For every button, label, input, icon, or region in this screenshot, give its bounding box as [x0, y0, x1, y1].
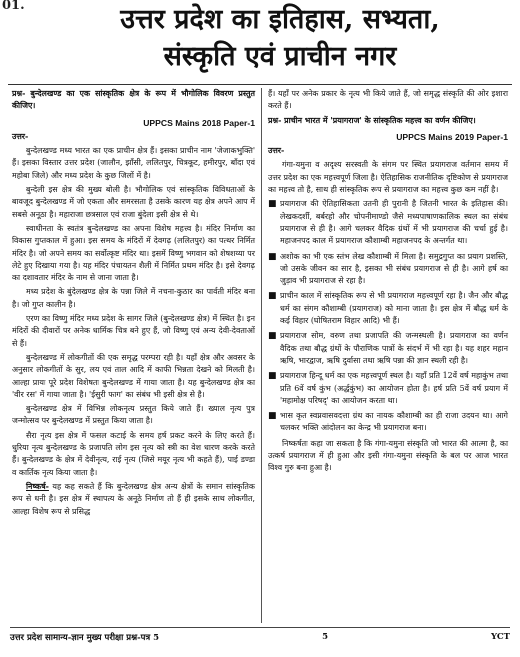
- page-title-line-1: उत्तर प्रदेश का इतिहास, सभ्यता,: [120, 4, 440, 35]
- carry-over-text: हैं। यहाँ पर अनेक प्रकार के नृत्य भी किये जाते हैं, जो समृद्ध संस्कृति की ओर इशारा करते हैं।: [268, 89, 508, 111]
- square-bullet-icon: ■: [268, 371, 277, 382]
- page-number: 5: [322, 632, 328, 642]
- paragraph: स्वाधीनता के स्वतंत्र बुन्देलखण्ड का अपना विशेष महत्त्व है। मंदिर निर्माण का विकास गुप्तकाल में हुआ। इस समय के मंदिरों में देवगढ़ (ललितपुर) का पत्थर निर्मित मंदिर है। जो अपने समय का सर्वोत्कृष्ट मंदिर था। इसमें विष्णु भगवान को शेषशय्या पर लेटे हुए दिखाया गया है। यह मंदिर पंचायतन शैली में निर्मित प्रथम मंदिर है। इसे देवगढ़ का दशावतार मंदिर के नाम से जाना जाता है।: [12, 223, 255, 283]
- question-prayagraj: प्रश्न- प्राचीन भारत में 'प्रयागराज' के सांस्कृतिक महत्त्व का वर्णन कीजिए।: [268, 115, 476, 125]
- square-bullet-icon: ■: [268, 291, 277, 302]
- page-title-line-2: संस्कृति एवं प्राचीन नगर: [163, 41, 397, 72]
- left-column: [12, 88, 255, 520]
- bullet-item: [268, 251, 508, 288]
- bullet-item: [268, 410, 508, 435]
- right-column: [268, 88, 508, 477]
- header-rule: [8, 84, 512, 85]
- paragraph: एरण का विष्णु मंदिर मध्य प्रदेश के सागर जिले (बुन्देलखण्ड क्षेत्र) में स्थित है। इन मंदिरों की दीवारों पर अनेक धार्मिक चित्र बने हुए हैं, जो विष्णु एवं अन्य देवी-देवताओं से हैं।: [12, 314, 255, 348]
- conclusion-paragraph: निष्कर्षतः कहा जा सकता है कि गंगा-यमुना संस्कृति जो भारत की आत्मा है, का उत्कर्ष प्रयागराज में ही हुआ और इसी गंगा-यमुना संस्कृति के बल पर आज भारत विश्व गुरु बना हुआ है।: [268, 438, 508, 473]
- bullet-item: [268, 290, 508, 327]
- bullet-text: प्रयागराज की ऐतिहासिकता उतनी ही पुरानी है जितनी भारत के इतिहास की। लेखकदर्शी, बर्बरहो और चोपनीमाण्डो जैसे मध्यपाषाणकालिक स्थल का संबंध प्रयागराज से ही है। आगे चलकर वैदिक ग्रंथों में भी प्रयागराज की चर्चा हुई है। महाजनपद काल में प्रयागराज कौशाम्बी महाजनपद के अन्तर्गत था।: [280, 199, 508, 246]
- source-tag: UPPCS Mains 2019 Paper-1: [396, 131, 508, 142]
- square-bullet-icon: ■: [268, 411, 277, 422]
- footer-book-title: उत्तर प्रदेश सामान्य-ज्ञान मुख्य परीक्षा प्रश्न-पत्र 5: [10, 633, 160, 643]
- answer-label: उत्तर-: [12, 131, 29, 141]
- square-bullet-icon: ■: [268, 199, 277, 210]
- bullet-item: [268, 198, 508, 247]
- bullet-text: प्राचीन काल में सांस्कृतिक रूप से भी प्रयागराज महत्त्वपूर्ण रहा है। जैन और बौद्ध धर्म का संगम कौशाम्बी (प्रयागराज) को माना जाता है। इस क्षेत्र में बौद्ध धर्म के कई विहार (घोषितराम विहार आदि) भी हैं।: [280, 291, 508, 326]
- bullet-text: अशोक का भी एक स्तंभ लेख कौशाम्बी में मिला है। समुद्रगुप्त का प्रयाग प्रशस्ति, जो उसके जीवन का सार है, इसका भी संबंध प्रयागराज से ही है। आगे हर्ष का जुड़ाव भी प्रयागराज से रहा है।: [280, 251, 508, 286]
- intro-paragraph: गंगा-यमुना व अदृश्य सरस्वती के संगम पर स्थित प्रयागराज वर्तमान समय में उत्तर प्रदेश का एक महत्त्वपूर्ण जिला है। ऐतिहासिक राजनीतिक दृष्टिकोण से प्रयागराज का महत्त्व तो है, साथ ही सांस्कृतिक रूप से प्रयागराज का महत्त्व कुछ कम नहीं है।: [268, 160, 508, 195]
- bullet-item: [268, 330, 508, 367]
- paragraph: बुन्देली इस क्षेत्र की मुख्य बोली है। भौगोलिक एवं सांस्कृतिक विविधताओं के बावजूद बुन्देलखण्ड में जो एकता और समरसता है उसके कारण यह क्षेत्र अपने आप में सबसे अनूठा है। महाराजा छत्रसाल एवं राजा बुंदेला इसी क्षेत्र से थे।: [12, 185, 255, 219]
- question-bundelkhand: प्रश्न- बुन्देलखण्ड का एक सांस्कृतिक क्षेत्र के रूप में भौगोलिक विवरण प्रस्तुत कीजिए।: [12, 89, 255, 111]
- square-bullet-icon: ■: [268, 331, 277, 342]
- source-tag: UPPCS Mains 2018 Paper-1: [143, 117, 255, 128]
- conclusion-paragraph: [12, 481, 255, 518]
- square-bullet-icon: ■: [268, 251, 277, 262]
- chapter-number: 01.: [2, 0, 25, 13]
- column-divider: [261, 88, 262, 623]
- bullet-text: प्रयागराज हिन्दू धर्म का एक महत्त्वपूर्ण स्थल है। यहाँ प्रति 12वें वर्ष महाकुंभ तथा प्रति 6वें वर्ष कुंभ (अर्द्धकुंभ) का आयोजन होता है। हर्ष प्रति 5वें वर्ष प्रयाग में 'महामोक्ष परिषद्' का आयोजन करता था।: [280, 371, 508, 405]
- paragraph: मध्य प्रदेश के बुंदेलखण्ड क्षेत्र के पन्ना जिले में नचना-कुठार का पार्वती मंदिर बना है। जो गुप्त कालीन है।: [12, 287, 255, 309]
- conclusion-label: निष्कर्ष-: [26, 481, 49, 491]
- page-footer: [10, 627, 510, 643]
- paragraph: बुन्देलखण्ड में लोकगीतों की एक समृद्ध परम्परा रही है। यहाँ क्षेत्र और अवसर के अनुसार लोकगीतों के सुर, लय एवं ताल आदि में काफी भिन्नता देखने को मिलती है। आल्हा प्रायः पूरे प्रदेश विशेषतः बुन्देलखण्ड में गाया जाता है। यह बुन्देलखण्ड क्षेत्र का 'वीर रस' में गाया जाता है। 'ईसुरी फाग' का संबंध भी इसी क्षेत्र से है।: [12, 352, 255, 399]
- conclusion-text: यह कह सकते हैं कि बुन्देलखण्ड क्षेत्र अन्य क्षेत्रों के समान सांस्कृतिक रूप से धनी है। इस क्षेत्र में स्थापत्य के अनूठे निर्माण तो हैं ही इसके साथ लोकगीत, आल्हा विशेष रूप से प्रसिद्ध: [12, 481, 255, 516]
- publisher-mark: YCT: [490, 632, 510, 642]
- paragraph: बुन्देलखण्ड क्षेत्र में विभिन्न लोकनृत्य प्रस्तुत किये जाते हैं। ख्याल नृत्य पुत्र जन्मोत्सव पर बुन्देलखण्ड में प्रस्तुत किया जाता है।: [12, 404, 255, 426]
- bullet-item: [268, 370, 508, 407]
- bullet-text: भास कृत स्वप्नवासवदत्ता ग्रंथ का नायक कौशाम्बी का ही राजा उदयन था। आगे चलकर भक्ति आंदोलन का केन्द्र भी प्रयागराज बना।: [280, 411, 508, 433]
- paragraph: सैरा नृत्य इस क्षेत्र में फसल कटाई के समय हर्ष प्रकट करने के लिए करते हैं। धुरिया नृत्य बुन्देलखण्ड के प्रजापति लोग इस नृत्य को स्त्री का वेश धारण करके करते हैं। बुन्देलखण्ड के क्षेत्र में देवीनृत्य, राई नृत्य (जिसे मयूर नृत्य भी कहते हैं), पाई डण्डा व कार्तिक नृत्य किया जाता है।: [12, 430, 255, 477]
- bullet-text: प्रयागराज सोम, वरुण तथा प्रजापति की जन्मस्थली है। प्रयागराज का वर्णन वैदिक तथा बौद्ध ग्रंथों के पौराणिक पात्रों के संदर्भ में भी रहा है। यह शहर महान ऋषि, भारद्वाज, ऋषि दुर्वासा तथा ऋषि पन्ना की ज्ञान स्थली रही है।: [280, 331, 508, 365]
- paragraph: बुन्देलखण्ड मध्य भारत का एक प्राचीन क्षेत्र हैं। इसका प्राचीन नाम 'जेजाकभुक्ति' हैं। इसका विस्तार उत्तर प्रदेश (जालौन, झाँसी, ललितपुर, चित्रकूट, हमीरपुर, बाँदा एवं महोबा जिले) और मध्य प्रदेश के कुछ जिलों में है।: [12, 146, 255, 180]
- answer-label: उत्तर-: [268, 146, 285, 156]
